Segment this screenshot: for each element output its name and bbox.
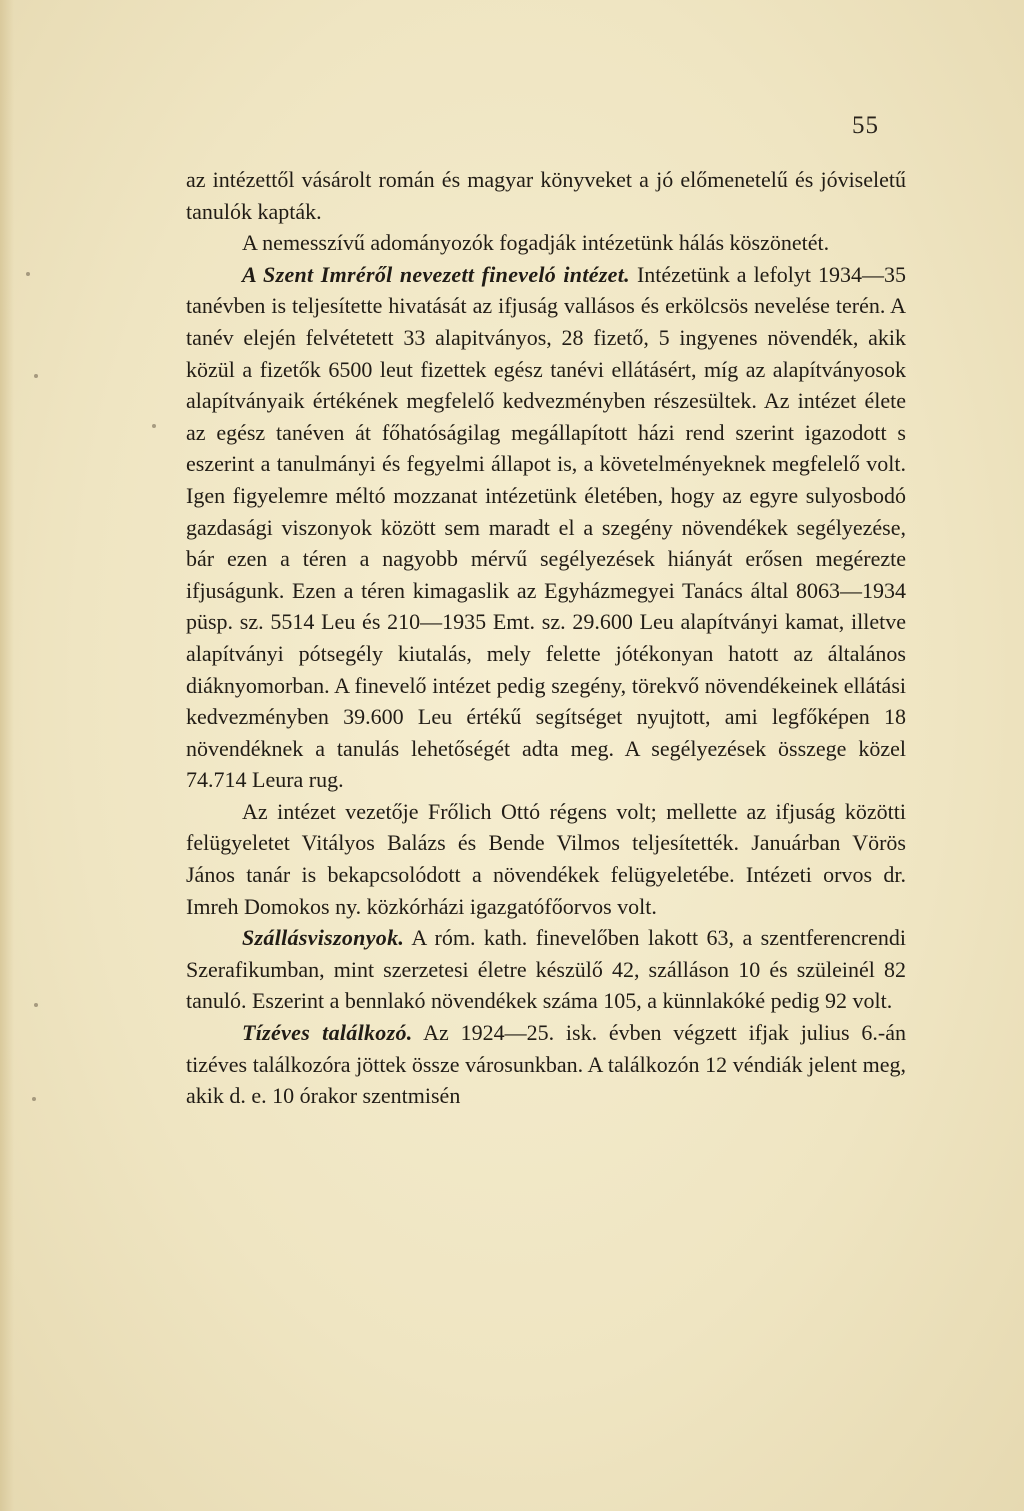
section-heading: A Szent Imréről nevezett fineveló intézet. [242,261,630,287]
paragraph [186,922,906,1017]
body-text [186,164,906,1112]
paper-speck [34,1003,38,1007]
paragraph-text: az intézettől vásárolt román és magyar könyveket a jó előmenetelű és jóviseletű tanulók kapták. [186,167,906,224]
paragraph-text: Az 1924—25. isk. évben végzett ifjak julius 6.-án tizéves találkozóra jöttek össze városunkban. A találkozón 12 véndiák jelent meg, akik d. e. 10 órakor szentmisén [186,1020,906,1109]
paragraph-text: Intézetünk a lefolyt 1934—35 tanévben is teljesítette hivatását az ifjuság vallásos és erkölcsös nevelése terén. A tanév elején felvétetett 33 alapitványos, 28 fizető, 5 ingyenes növendék, akik közül a fizetők 6500 leut fizettek egész tanévi ellátásért, míg az alapítványosok alapítványaik értékének megfelelő kedvezményben részesültek. Az intézet élete az egész tanéven át főhatóságilag megállapított házi rend szerint igazodott s eszerint a tanulmányi és fegyelmi állapot is, a követelményeknek megfelelő volt. Igen figyelemre méltó mozzanat intézetünk életében, hogy az egyre sulyosbodó gazdasági viszonyok között sem maradt el a szegény növendékek segélyezése, bár ezen a téren a nagyobb mérvű segélyezések hiányát erősen megérezte ifjuságunk. Ezen a téren kimagaslik az Egyházmegyei Tanács által 8063—1934 püsp. sz. 5514 Leu és 210—1935 Emt. sz. 29.600 Leu alapítványi kamat, illetve alapítványi pótsegély kiutalás, mely felette jótékonyan hatott az általános diáknyomorban. A finevelő intézet pedig szegény, törekvő növendékeinek ellátási kedvezményben 39.600 Leu értékű segítséget nyujtott, ami legfőképen 18 növendéknek a tanulás lehetőségét adta meg. A segélyezések összege közel 74.714 Leura rug. [186,261,906,793]
paragraph [186,164,906,227]
page-number: 55 [852,112,879,139]
paper-speck [34,374,38,378]
paragraph [186,1017,906,1112]
section-heading: Tízéves találkozó. [242,1020,413,1046]
page-left-edge-shadow [0,0,14,1511]
paragraph-text: A nemesszívű adományozók fogadják intézetünk hálás köszönetét. [242,230,830,256]
paragraph [186,227,906,259]
paper-speck [32,1097,36,1101]
paper-speck [26,272,30,276]
section-heading: Szállásviszonyok. [242,925,405,951]
paragraph-text: A róm. kath. finevelőben lakott 63, a szentferencrendi Szerafikumban, mint szerzetesi életre készülő 42, szálláson 10 és szüleinél 82 tanuló. Eszerint a bennlakó növendékek száma 105, a künnlakóké pedig 92 volt. [186,925,906,1014]
paragraph [186,796,906,922]
paragraph-text: Az intézet vezetője Frőlich Ottó régens volt; mellette az ifjuság közötti felügyeletet Vitályos Balázs és Bende Vilmos teljesítették. Januárban Vörös János tanár is bekapcsolódott a növendékek felügyeletébe. Intézeti orvos dr. Imreh Domokos ny. közkórházi igazgatófőorvos volt. [186,798,906,919]
paragraph [186,259,906,796]
paper-speck [152,424,156,428]
